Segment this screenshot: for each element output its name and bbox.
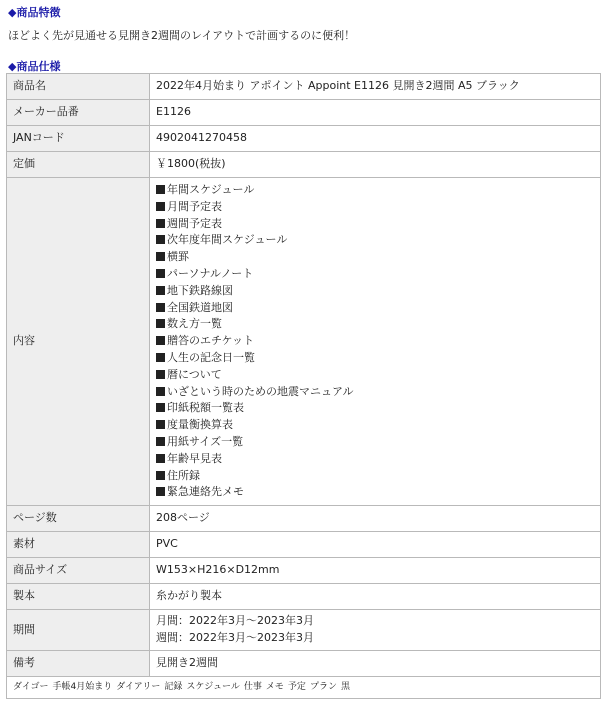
list-item: 緊急連絡先メモ bbox=[156, 484, 594, 501]
keyword: ダイアリー bbox=[116, 682, 161, 693]
square-bullet-icon bbox=[156, 303, 165, 312]
value-note: 見開き2週間 bbox=[150, 651, 601, 677]
keyword: 記録 bbox=[164, 682, 183, 693]
square-bullet-icon bbox=[156, 252, 165, 261]
label-size: 商品サイズ bbox=[7, 558, 150, 584]
row-period bbox=[7, 610, 601, 651]
label-binding: 製本 bbox=[7, 584, 150, 610]
list-item: パーソナルノート bbox=[156, 266, 594, 283]
period-weekly: 週間：2022年3月～2023年3月 bbox=[156, 631, 314, 645]
square-bullet-icon bbox=[156, 219, 165, 228]
square-bullet-icon bbox=[156, 370, 165, 379]
keyword: メモ bbox=[265, 682, 284, 693]
value-maker-code: E1126 bbox=[150, 100, 601, 126]
list-item: 地下鉄路線図 bbox=[156, 283, 594, 300]
label-material: 素材 bbox=[7, 532, 150, 558]
value-contents bbox=[150, 178, 601, 506]
square-bullet-icon bbox=[156, 235, 165, 244]
list-item: 贈答のエチケット bbox=[156, 333, 594, 350]
spec-table bbox=[6, 73, 601, 699]
keyword: プラン bbox=[309, 682, 337, 693]
square-bullet-icon bbox=[156, 420, 165, 429]
label-note: 備考 bbox=[7, 651, 150, 677]
row-contents bbox=[7, 178, 601, 506]
value-period bbox=[150, 610, 601, 651]
list-item: 住所録 bbox=[156, 468, 594, 485]
spec-heading: ◆商品仕様 bbox=[8, 60, 61, 73]
list-item: 数え方一覧 bbox=[156, 316, 594, 333]
row-jan-code bbox=[7, 126, 601, 152]
keyword: スケジュール bbox=[186, 682, 240, 693]
keyword: 黒 bbox=[340, 682, 350, 693]
row-note bbox=[7, 651, 601, 677]
keyword: 仕事 bbox=[243, 682, 262, 693]
label-product-name: 商品名 bbox=[7, 74, 150, 100]
square-bullet-icon bbox=[156, 437, 165, 446]
value-product-name: 2022年4月始まり アポイント Appoint E1126 見開き2週間 A5 ブラック bbox=[150, 74, 601, 100]
label-contents: 内容 bbox=[7, 178, 150, 506]
square-bullet-icon bbox=[156, 487, 165, 496]
square-bullet-icon bbox=[156, 269, 165, 278]
square-bullet-icon bbox=[156, 319, 165, 328]
list-item: 次年度年間スケジュール bbox=[156, 232, 594, 249]
list-item: 横罫 bbox=[156, 249, 594, 266]
label-price: 定価 bbox=[7, 152, 150, 178]
square-bullet-icon bbox=[156, 286, 165, 295]
label-maker-code: メーカー品番 bbox=[7, 100, 150, 126]
keyword: 予定 bbox=[287, 682, 306, 693]
keyword: 手帳4月始まり bbox=[52, 682, 113, 693]
square-bullet-icon bbox=[156, 403, 165, 412]
list-item: 用紙サイズ一覧 bbox=[156, 434, 594, 451]
row-page-count bbox=[7, 506, 601, 532]
list-item: 全国鉄道地図 bbox=[156, 300, 594, 317]
value-size: W153×H216×D12mm bbox=[150, 558, 601, 584]
list-item: 年間スケジュール bbox=[156, 182, 594, 199]
square-bullet-icon bbox=[156, 336, 165, 345]
row-keywords bbox=[7, 677, 601, 699]
row-product-name bbox=[7, 74, 601, 100]
square-bullet-icon bbox=[156, 454, 165, 463]
square-bullet-icon bbox=[156, 353, 165, 362]
list-item: 度量衡換算表 bbox=[156, 417, 594, 434]
label-page-count: ページ数 bbox=[7, 506, 150, 532]
row-price bbox=[7, 152, 601, 178]
period-monthly: 月間：2022年3月～2023年3月 bbox=[156, 614, 314, 628]
value-jan-code: 4902041270458 bbox=[150, 126, 601, 152]
value-price: ￥1800(税抜) bbox=[150, 152, 601, 178]
list-item: 年齢早見表 bbox=[156, 451, 594, 468]
row-size bbox=[7, 558, 601, 584]
list-item: 印紙税額一覧表 bbox=[156, 400, 594, 417]
list-item: いざという時のための地震マニュアル bbox=[156, 384, 594, 401]
contents-list bbox=[156, 182, 594, 501]
value-material: PVC bbox=[150, 532, 601, 558]
label-jan-code: JANコード bbox=[7, 126, 150, 152]
list-item: 月間予定表 bbox=[156, 199, 594, 216]
square-bullet-icon bbox=[156, 387, 165, 396]
value-page-count: 208ページ bbox=[150, 506, 601, 532]
keyword: ダイゴー bbox=[13, 682, 49, 693]
list-item: 人生の記念日一覧 bbox=[156, 350, 594, 367]
square-bullet-icon bbox=[156, 202, 165, 211]
value-binding: 糸かがり製本 bbox=[150, 584, 601, 610]
row-binding bbox=[7, 584, 601, 610]
square-bullet-icon bbox=[156, 185, 165, 194]
list-item: 暦について bbox=[156, 367, 594, 384]
features-description: ほどよく先が見通せる見開き2週間のレイアウトで計画するのに便利！ bbox=[8, 29, 356, 42]
keywords bbox=[7, 677, 601, 699]
row-maker-code bbox=[7, 100, 601, 126]
features-heading: ◆商品特徴 bbox=[8, 6, 61, 19]
row-material bbox=[7, 532, 601, 558]
square-bullet-icon bbox=[156, 471, 165, 480]
list-item: 週間予定表 bbox=[156, 216, 594, 233]
label-period: 期間 bbox=[7, 610, 150, 651]
